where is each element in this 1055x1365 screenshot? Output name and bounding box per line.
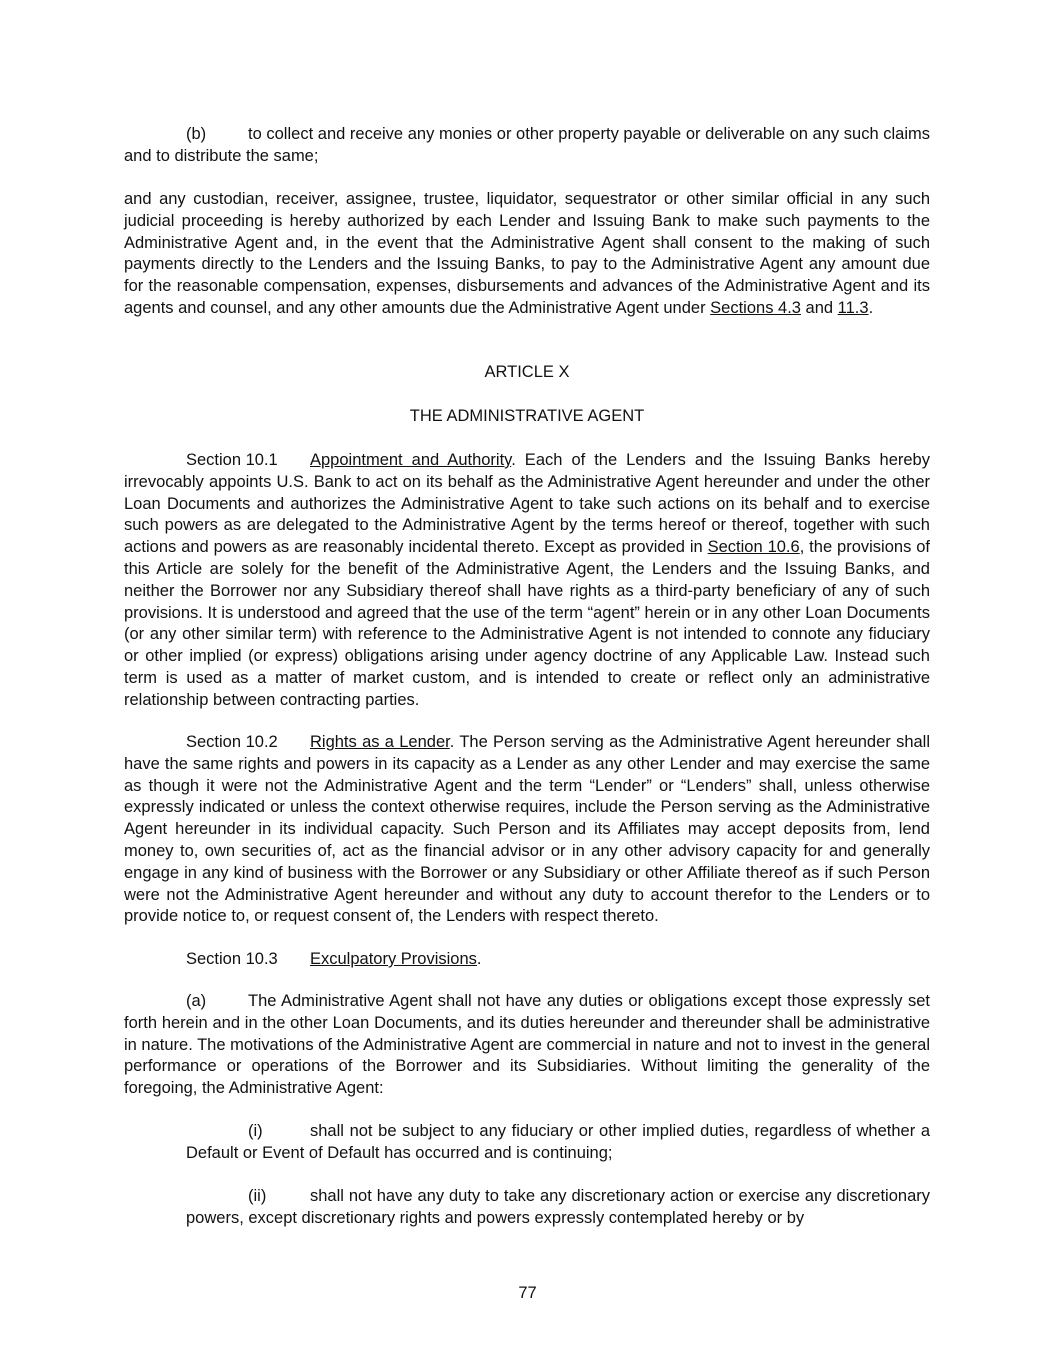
- clause-label-i: (i): [248, 1122, 263, 1140]
- section-10-2-text: . The Person serving as the Administrative Agent hereunder shall have the same rights and powers in its capacity as a Lender as any other Lender and may exercise the same as though it were not the Administrative Agent and the term “Lender” or “Lenders” shall, unless otherwise expressly indicated or unless the context otherwise requires, include the Person serving as the Administrative Agent hereunder in its individual capacity. Such Person and its Affiliates may accept deposits from, lend money to, own securities of, act as the financial advisor or in any other advisory capacity for and generally engage in any kind of business with the Borrower or any Subsidiary or other Affiliate thereof as if such Person were not the Administrative Agent hereunder and without any duty to account therefor to the Lenders or to provide notice to, or request consent of, the Lenders with respect thereto.: [124, 733, 931, 926]
- clause-ii-text: shall not have any duty to take any discretionary action or exercise any discretionary powers, except discretionary rights and powers expressly contemplated hereby or by: [186, 1187, 930, 1227]
- paragraph-custodian: [124, 189, 930, 320]
- section-10-3: [124, 949, 930, 971]
- clause-ii: [186, 1186, 930, 1230]
- section-10-1: [124, 450, 930, 712]
- paragraph-b: [124, 124, 930, 168]
- page-number: 77: [518, 1284, 537, 1302]
- clause-label-ii: (ii): [248, 1187, 267, 1205]
- section-10-3-period: .: [476, 950, 482, 968]
- clause-label-b: (b): [186, 125, 207, 143]
- paragraph-a-text: The Administrative Agent shall not have any duties or obligations except those expressly set forth herein and in the other Loan Documents, and its duties hereunder and thereunder shall be administrative in nature. The motivations of the Administrative Agent are commercial in nature and not to invest in the general performance or operations of the Borrower and its Subsidiaries. Without limiting the generality of the foregoing, the Administrative Agent:: [124, 992, 930, 1098]
- section-10-2-title: Rights as a Lender: [310, 733, 450, 751]
- conjunction-text: and: [800, 298, 838, 317]
- paragraph-a: [124, 991, 930, 1100]
- cross-reference-sections-4-3: Sections 4.3: [710, 298, 801, 317]
- clause-i: [186, 1121, 930, 1165]
- clause-label-a: (a): [186, 992, 207, 1010]
- section-10-1-text-b: , the provisions of this Article are solely for the benefit of the Administrative Agent, the Lenders and the Issuing Banks, and neither the Borrower nor any Subsidiary thereof shall have rights as a third-party beneficiary of any of such provisions. It is understood and agreed that the use of the term “agent” herein or in any other Loan Documents (or any other similar term) with reference to the Administrative Agent is not intended to connote any fiduciary or other implied (or express) obligations arising under agency doctrine of any Applicable Law. Instead such term is used as a matter of market custom, and is intended to create or reflect only an administrative relationship between contracting parties.: [124, 538, 930, 709]
- article-heading: ARTICLE X: [484, 363, 570, 381]
- section-10-1-number: Section 10.1: [186, 451, 278, 469]
- section-10-3-title: Exculpatory Provisions: [310, 950, 477, 968]
- section-10-3-number: Section 10.3: [186, 950, 278, 968]
- paragraph-b-text: to collect and receive any monies or other property payable or deliverable on any such claims and to distribute the same;: [124, 125, 930, 165]
- paragraph-custodian-text: and any custodian, receiver, assignee, trustee, liquidator, sequestrator or other similar official in any such judicial proceeding is hereby authorized by each Lender and Issuing Bank to make such payments to the Administrative Agent and, in the event that the Administrative Agent shall consent to the making of such payments directly to the Lenders and the Issuing Banks, to pay to the Administrative Agent any amount due for the reasonable compensation, expenses, disbursements and advances of the Administrative Agent and its agents and counsel, and any other amounts due the Administrative Agent under: [124, 190, 930, 317]
- cross-reference-11-3: 11.3: [837, 298, 869, 317]
- section-10-2-number: Section 10.2: [186, 733, 278, 751]
- section-10-1-text-a: . Each of the Lenders and the Issuing Banks hereby irrevocably appoints U.S. Bank to act on its behalf as the Administrative Agent hereunder and under the other Loan Documents and authorizes the Administrative Agent to take such actions on its behalf and to exercise such powers as are delegated to the Administrative Agent by the terms hereof or thereof, together with such actions and powers as are reasonably incidental thereto. Except as provided in: [124, 451, 930, 557]
- clause-i-text: shall not be subject to any fiduciary or other implied duties, regardless of whether a Default or Event of Default has occurred and is continuing;: [186, 1122, 930, 1162]
- section-10-1-title: Appointment and Authority: [310, 451, 512, 469]
- period-text: .: [868, 298, 874, 317]
- section-10-2: [124, 732, 930, 928]
- cross-reference-section-10-6: Section 10.6: [707, 538, 800, 557]
- article-title: THE ADMINISTRATIVE AGENT: [409, 407, 645, 425]
